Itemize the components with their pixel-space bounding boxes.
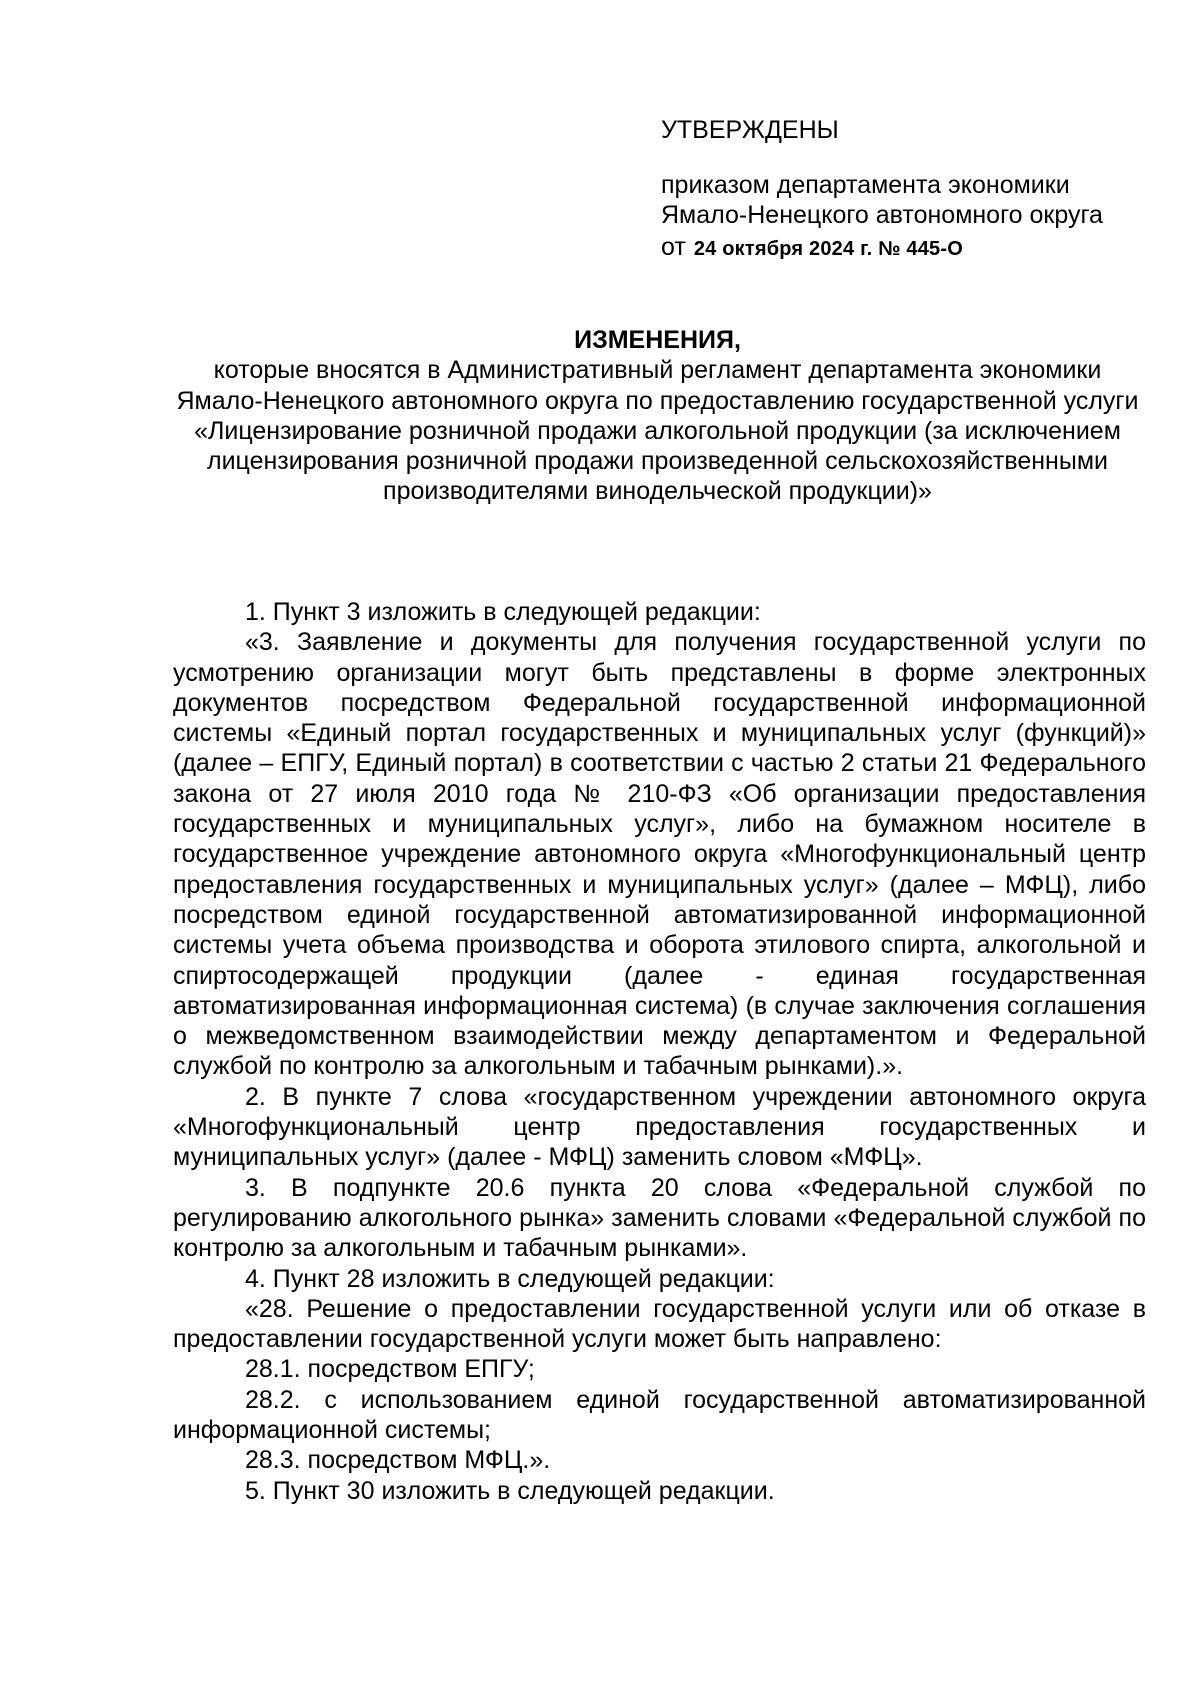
paragraph-8: 28.2. с использованием единой государственной автоматизированной информационной системы; — [173, 1385, 1146, 1445]
paragraph-1: 1. Пункт 3 изложить в следующей редакции: — [245, 598, 761, 626]
document-heading — [170, 325, 1145, 507]
approval-title: УТВЕРЖДЕНЫ — [661, 116, 839, 144]
approval-block — [661, 115, 1161, 264]
paragraph-7: 28.1. посредством ЕПГУ; — [245, 1355, 535, 1384]
approval-line-2: Ямало-Ненецкого автономного округа — [661, 201, 1103, 229]
paragraph-3: 2. В пункте 7 слова «государственном учреждении автономного округа «Многофункциональный центр предоставления государственных и муниципальных услуг» (далее - МФЦ) заменить словом «МФЦ». — [173, 1082, 1146, 1172]
heading-subtitle: которые вносятся в Административный регламент департамента экономики Ямало-Ненецкого автономного округа по предоставлению государственной услуги «Лицензирование розничной продажи алкогольной продукции (за исключением лицензирования розничной продажи произведенной сельскохозяйственными производителями винодельческой продукции)» — [176, 356, 1139, 506]
paragraph-10: 5. Пункт 30 изложить в следующей редакции. — [245, 1476, 775, 1505]
approval-line-1: приказом департамента экономики — [661, 171, 1070, 199]
paragraph-9: 28.3. посредством МФЦ.». — [245, 1446, 551, 1475]
paragraph-2: «3. Заявление и документы для получения государственной услуги по усмотрению организации могут быть представлены в форме электронных документов посредством Федеральной государственной информационной системы «Единый портал государственных и муниципальных услуг (функций)» (далее – ЕПГУ, Единый портал) в соответствии с частью 2 статьи 21 Федерального закона от 27 июля 2010 года № 210-ФЗ «Об организации предоставления государственных и муниципальных услуг», либо на бумажном носителе в государственное учреждение автономного округа «Многофункциональный центр предоставления государственных и муниципальных услуг» (далее – МФЦ), либо посредством единой государственной автоматизированной информационной системы учета объема производства и оборота этилового спирта, алкогольной и спиртосодержащей продукции (далее - единая государственная автоматизированная информационная система) (в случае заключения соглашения о межведомственном взаимодействии между департаментом и Федеральной службой по контролю за алкогольным и табачным рынками).». — [173, 628, 1146, 1081]
paragraph-6: «28. Решение о предоставлении государственной услуги или об отказе в предоставлении государственной услуги может быть направлено: — [173, 1294, 1146, 1354]
approval-date-value: 24 октября 2024 г. № 445-О — [693, 238, 963, 260]
approval-date-prefix: от — [661, 233, 686, 261]
document-body — [173, 597, 1146, 1506]
paragraph-4: 3. В подпункте 20.6 пункта 20 слова «Федеральной службой по регулированию алкогольного рынка» заменить словами «Федеральной службой по контролю за алкогольным и табачным рынками». — [173, 1173, 1146, 1263]
heading-title: ИЗМЕНЕНИЯ, — [574, 326, 741, 354]
paragraph-5: 4. Пункт 28 изложить в следующей редакции: — [245, 1264, 775, 1293]
approval-date-line — [661, 232, 1161, 264]
